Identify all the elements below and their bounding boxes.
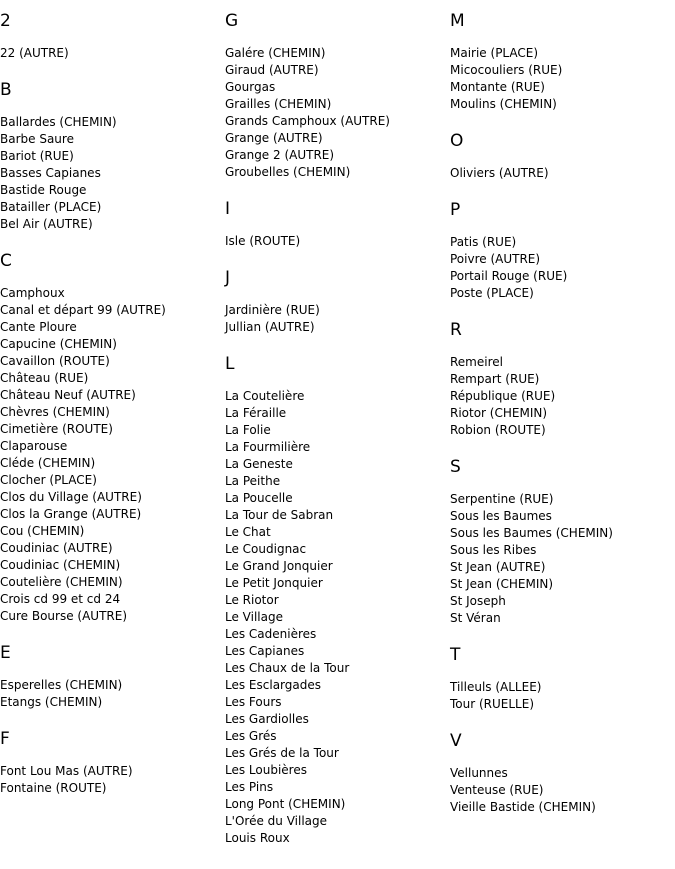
street-name: Les Loubières [225, 763, 307, 777]
street-name: Riotor (CHEMIN) [450, 406, 548, 420]
street-name: Basses Capianes [0, 166, 101, 180]
section-letter-heading: P [450, 200, 461, 220]
street-name: La Fourmilière [225, 440, 311, 454]
section-letter-heading: J [225, 268, 231, 288]
street-name: Portail Rouge (RUE) [450, 269, 568, 283]
index-section [0, 10, 222, 62]
index-section [450, 199, 672, 302]
index-section [0, 728, 222, 797]
street-name: Château Neuf (AUTRE) [0, 388, 136, 402]
street-name: Le Petit Jonquier [225, 576, 323, 590]
street-name: La Coutelière [225, 389, 305, 403]
street-list [225, 302, 447, 336]
street-name: Gourgas [225, 80, 276, 94]
street-name: Etangs (CHEMIN) [0, 695, 103, 709]
street-name: La Féraille [225, 406, 287, 420]
street-name: Poste (PLACE) [450, 286, 534, 300]
section-letter-heading: L [225, 354, 235, 374]
index-column-3 [450, 0, 672, 816]
section-letter-heading: B [0, 80, 12, 100]
index-section [0, 250, 222, 625]
index-section [450, 130, 672, 182]
section-letter-heading: 2 [0, 11, 11, 31]
street-name: Mairie (PLACE) [450, 46, 539, 60]
street-name: Les Pins [225, 780, 274, 794]
street-name: Isle (ROUTE) [225, 234, 301, 248]
street-name: Coutelière (CHEMIN) [0, 575, 123, 589]
index-section [450, 456, 672, 627]
street-name: République (RUE) [450, 389, 556, 403]
street-list [0, 677, 222, 711]
street-list [225, 388, 447, 847]
street-list [450, 765, 672, 816]
street-name: Sous les Ribes [450, 543, 537, 557]
index-column-2 [225, 0, 447, 847]
street-name: Micocouliers (RUE) [450, 63, 563, 77]
street-name: Ballardes (CHEMIN) [0, 115, 117, 129]
street-name: Le Grand Jonquier [225, 559, 333, 573]
street-list [450, 679, 672, 713]
street-name: St Joseph [450, 594, 506, 608]
street-name: Batailler (PLACE) [0, 200, 102, 214]
street-name: Font Lou Mas (AUTRE) [0, 764, 133, 778]
section-letter-heading: S [450, 457, 461, 477]
street-list [225, 45, 447, 181]
section-letter-heading: F [0, 729, 10, 749]
street-name: 22 (AUTRE) [0, 46, 69, 60]
street-name: Louis Roux [225, 831, 290, 845]
street-name: Groubelles (CHEMIN) [225, 165, 351, 179]
street-name: Sous les Baumes [450, 509, 552, 523]
street-name: Cimetière (ROUTE) [0, 422, 113, 436]
street-name: Bel Air (AUTRE) [0, 217, 93, 231]
index-section [225, 10, 447, 181]
street-name: Grange (AUTRE) [225, 131, 323, 145]
street-name: Moulins (CHEMIN) [450, 97, 557, 111]
street-name: Serpentine (RUE) [450, 492, 554, 506]
street-name: Canal et départ 99 (AUTRE) [0, 303, 166, 317]
street-name: Claparouse [0, 439, 68, 453]
street-name: L'Orée du Village [225, 814, 328, 828]
street-name: Long Pont (CHEMIN) [225, 797, 346, 811]
index-section [450, 644, 672, 713]
street-name: St Jean (AUTRE) [450, 560, 546, 574]
street-name: La Poucelle [225, 491, 293, 505]
street-name: Grands Camphoux (AUTRE) [225, 114, 390, 128]
street-name: Cure Bourse (AUTRE) [0, 609, 128, 623]
street-name: Oliviers (AUTRE) [450, 166, 549, 180]
section-letter-heading: I [225, 199, 231, 219]
street-name: Les Grés [225, 729, 277, 743]
street-name: Sous les Baumes (CHEMIN) [450, 526, 613, 540]
street-name: Le Riotor [225, 593, 279, 607]
street-name: St Véran [450, 611, 501, 625]
index-section [0, 79, 222, 233]
street-name: St Jean (CHEMIN) [450, 577, 554, 591]
street-list [0, 45, 222, 62]
section-letter-heading: R [450, 320, 462, 340]
street-list [450, 165, 672, 182]
street-name: Patis (RUE) [450, 235, 517, 249]
street-name: La Geneste [225, 457, 293, 471]
street-name: Venteuse (RUE) [450, 783, 544, 797]
street-list [450, 45, 672, 113]
street-name: Remeirel [450, 355, 503, 369]
street-name: Clocher (PLACE) [0, 473, 97, 487]
street-list [0, 763, 222, 797]
street-name: Robion (ROUTE) [450, 423, 546, 437]
street-name: Galére (CHEMIN) [225, 46, 326, 60]
street-name: La Peithe [225, 474, 281, 488]
street-list [0, 285, 222, 625]
index-section [450, 319, 672, 439]
section-letter-heading: M [450, 11, 465, 31]
street-name: Jullian (AUTRE) [225, 320, 315, 334]
street-name: Bariot (RUE) [0, 149, 74, 163]
street-name: Les Fours [225, 695, 282, 709]
street-name: La Tour de Sabran [225, 508, 334, 522]
section-letter-heading: C [0, 251, 12, 271]
index-section [225, 353, 447, 847]
street-name: Capucine (CHEMIN) [0, 337, 117, 351]
street-name: Coudiniac (CHEMIN) [0, 558, 121, 572]
street-name: Les Esclargades [225, 678, 321, 692]
section-letter-heading: T [450, 645, 461, 665]
street-list [450, 491, 672, 627]
street-name: Clos la Grange (AUTRE) [0, 507, 142, 521]
street-name: Montante (RUE) [450, 80, 545, 94]
street-name: Coudiniac (AUTRE) [0, 541, 113, 555]
section-letter-heading: V [450, 731, 462, 751]
index-section [0, 642, 222, 711]
street-name: Grailles (CHEMIN) [225, 97, 332, 111]
index-section [225, 267, 447, 336]
street-list [225, 233, 447, 250]
street-name: Château (RUE) [0, 371, 89, 385]
section-letter-heading: E [0, 643, 11, 663]
street-name: Le Coudignac [225, 542, 307, 556]
street-name: Le Village [225, 610, 283, 624]
street-name: Clos du Village (AUTRE) [0, 490, 142, 504]
street-name: Cante Ploure [0, 320, 77, 334]
section-letter-heading: G [225, 11, 239, 31]
street-name: Cavaillon (ROUTE) [0, 354, 110, 368]
street-name: Chèvres (CHEMIN) [0, 405, 110, 419]
index-section [450, 730, 672, 816]
street-name: Vellunnes [450, 766, 508, 780]
street-name: Les Capianes [225, 644, 305, 658]
street-name: Vieille Bastide (CHEMIN) [450, 800, 596, 814]
street-name: Crois cd 99 et cd 24 [0, 592, 121, 606]
street-name: Cou (CHEMIN) [0, 524, 85, 538]
street-name: Rempart (RUE) [450, 372, 540, 386]
street-name: Tour (RUELLE) [450, 697, 535, 711]
street-name: Fontaine (ROUTE) [0, 781, 107, 795]
street-name: Les Chaux de la Tour [225, 661, 350, 675]
street-name: Barbe Saure [0, 132, 74, 146]
street-name: Camphoux [0, 286, 65, 300]
street-name: Les Grés de la Tour [225, 746, 339, 760]
street-name: Grange 2 (AUTRE) [225, 148, 335, 162]
street-name: Esperelles (CHEMIN) [0, 678, 123, 692]
street-name: Tilleuls (ALLEE) [450, 680, 542, 694]
street-name: Cléde (CHEMIN) [0, 456, 96, 470]
street-name: Jardinière (RUE) [225, 303, 320, 317]
index-column-1 [0, 0, 222, 797]
index-section [225, 198, 447, 250]
section-letter-heading: O [450, 131, 464, 151]
street-name: Bastide Rouge [0, 183, 87, 197]
street-name: Les Gardiolles [225, 712, 309, 726]
street-list [450, 234, 672, 302]
street-name: Poivre (AUTRE) [450, 252, 541, 266]
street-name: Giraud (AUTRE) [225, 63, 319, 77]
street-name: La Folie [225, 423, 271, 437]
street-list [450, 354, 672, 439]
index-section [450, 10, 672, 113]
street-name: Le Chat [225, 525, 271, 539]
street-list [0, 114, 222, 233]
street-name: Les Cadenières [225, 627, 317, 641]
